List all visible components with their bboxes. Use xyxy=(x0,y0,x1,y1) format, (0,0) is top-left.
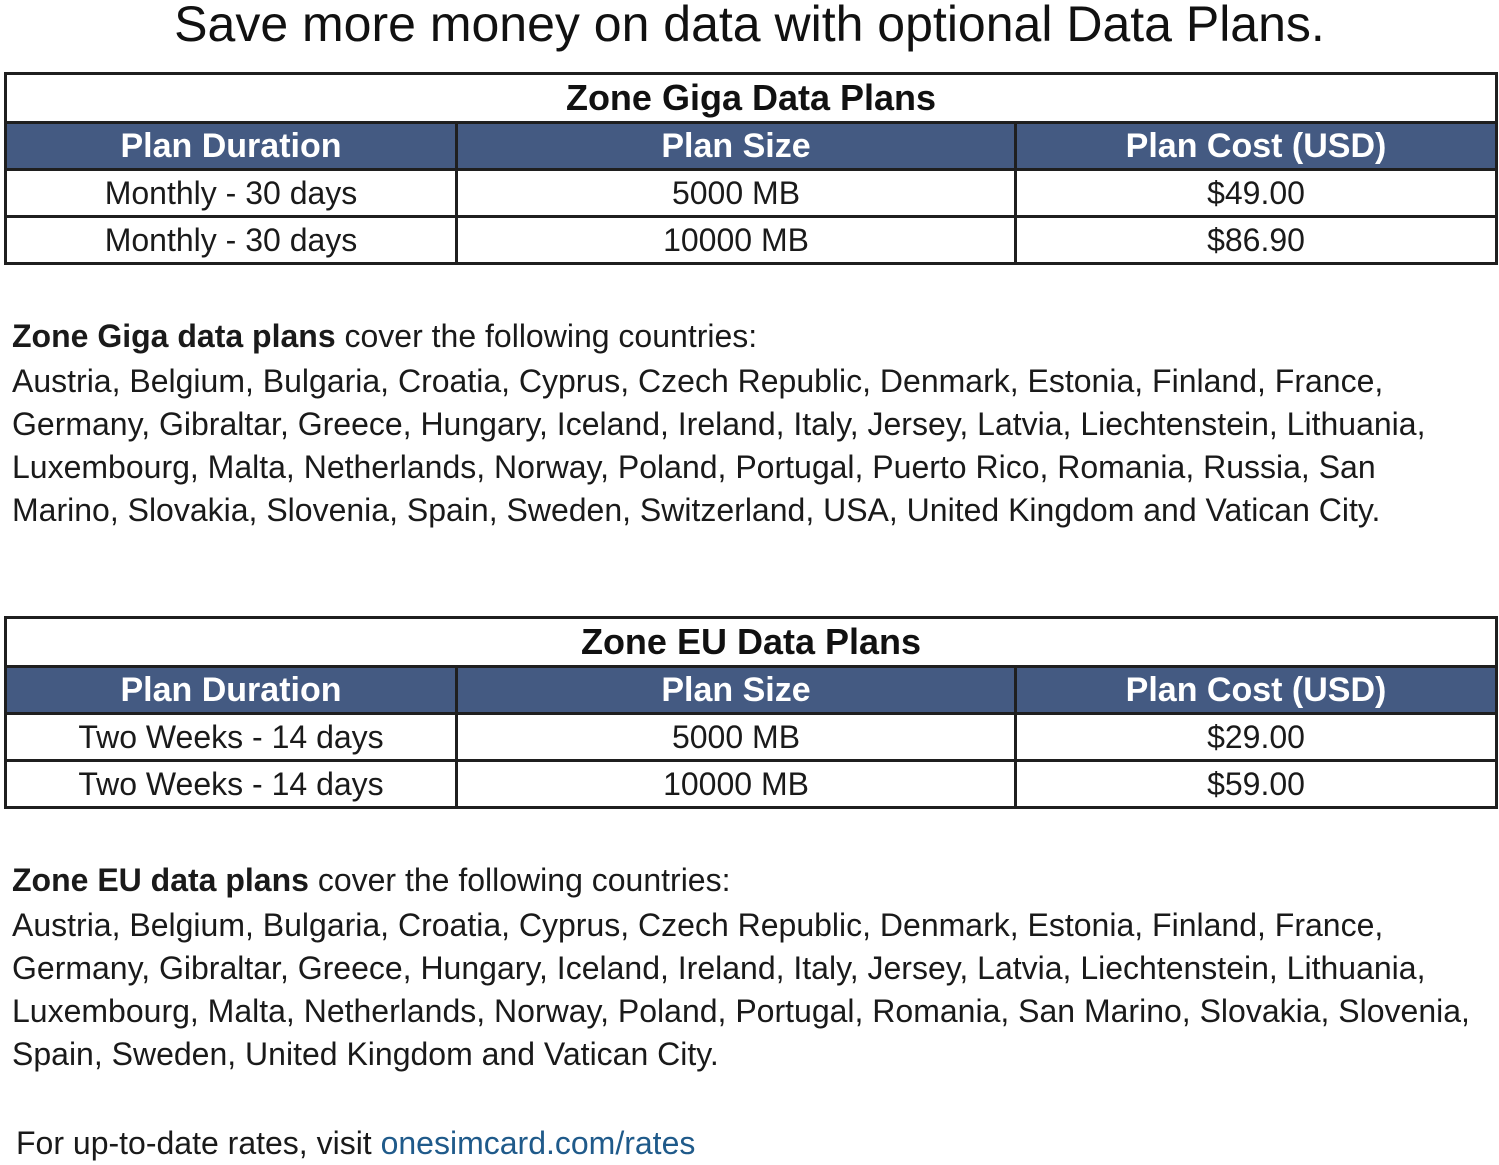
table-row xyxy=(6,714,1497,761)
eu-country-list: Austria, Belgium, Bulgaria, Croatia, Cyprus, Czech Republic, Denmark, Estonia, Finland, France, Germany, Gibraltar, Greece, Hungary, Iceland, Ireland, Italy, Jersey, Latvia, Liechtenstein, Lithuania, Luxembourg, Malta, Netherlands, Norway, Poland, Portugal, Romania, San Marino, Slovakia, Slovenia, Spain, Sweden, United Kingdom and Vatican City. xyxy=(12,907,1470,1072)
plan-size-cell: 5000 MB xyxy=(457,170,1016,217)
table-row xyxy=(6,170,1497,217)
plan-duration-cell: Two Weeks - 14 days xyxy=(6,761,457,808)
plan-duration-cell: Monthly - 30 days xyxy=(6,170,457,217)
giga-table-caption: Zone Giga Data Plans xyxy=(6,74,1497,123)
eu-table-caption: Zone EU Data Plans xyxy=(6,618,1497,667)
plan-duration-cell: Monthly - 30 days xyxy=(6,217,457,264)
plan-duration-cell: Two Weeks - 14 days xyxy=(6,714,457,761)
giga-coverage-rest: cover the following countries: xyxy=(335,318,758,354)
plan-size-cell: 10000 MB xyxy=(457,217,1016,264)
column-header-duration: Plan Duration xyxy=(6,123,457,170)
column-header-cost: Plan Cost (USD) xyxy=(1016,123,1497,170)
plan-cost-cell: $29.00 xyxy=(1016,714,1497,761)
eu-coverage-section xyxy=(12,856,1472,1076)
giga-country-list: Austria, Belgium, Bulgaria, Croatia, Cyprus, Czech Republic, Denmark, Estonia, Finland, France, Germany, Gibraltar, Greece, Hungary, Iceland, Ireland, Italy, Jersey, Latvia, Liechtenstein, Lithuania, Luxembourg, Malta, Netherlands, Norway, Poland, Portugal, Puerto Rico, Romania, Russia, San Marino, Slovakia, Slovenia, Spain, Sweden, Switzerland, USA, United Kingdom and Vatican City. xyxy=(12,363,1426,528)
rates-link[interactable]: onesimcard.com/rates xyxy=(380,1125,696,1161)
plan-cost-cell: $59.00 xyxy=(1016,761,1497,808)
plan-cost-cell: $49.00 xyxy=(1016,170,1497,217)
table-row xyxy=(6,217,1497,264)
column-header-size: Plan Size xyxy=(457,667,1016,714)
plan-cost-cell: $86.90 xyxy=(1016,217,1497,264)
eu-plans-table xyxy=(4,616,1498,809)
footer-note xyxy=(16,1122,695,1165)
column-header-size: Plan Size xyxy=(457,123,1016,170)
eu-coverage-bold: Zone EU data plans xyxy=(12,862,309,898)
giga-coverage-bold: Zone Giga data plans xyxy=(12,318,336,354)
page-title: Save more money on data with optional Data Plans. xyxy=(174,0,1325,52)
eu-coverage-rest: cover the following countries: xyxy=(308,862,731,898)
giga-plans-table xyxy=(4,72,1498,265)
plan-size-cell: 5000 MB xyxy=(457,714,1016,761)
giga-coverage-section xyxy=(12,312,1472,532)
table-row xyxy=(6,761,1497,808)
giga-coverage-heading xyxy=(12,312,1472,360)
eu-coverage-heading xyxy=(12,856,1472,904)
eu-header-row xyxy=(6,667,1497,714)
giga-header-row xyxy=(6,123,1497,170)
footer-text: For up-to-date rates, visit xyxy=(16,1125,381,1161)
column-header-cost: Plan Cost (USD) xyxy=(1016,667,1497,714)
plan-size-cell: 10000 MB xyxy=(457,761,1016,808)
column-header-duration: Plan Duration xyxy=(6,667,457,714)
